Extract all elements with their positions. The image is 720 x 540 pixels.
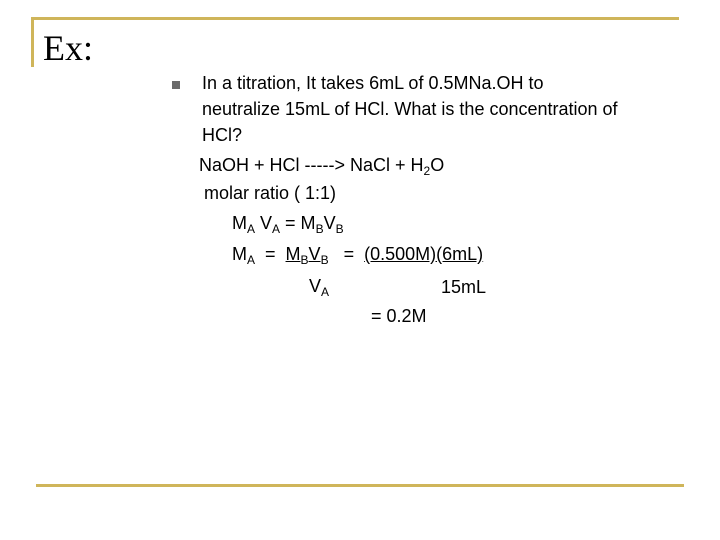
formula-ma-sub: A: [247, 222, 256, 236]
solve-vb-sub: B: [320, 253, 329, 267]
dilution-formula: [232, 212, 344, 234]
denominator-va-sub: A: [321, 285, 330, 299]
formula-ma: M: [232, 213, 247, 233]
frame-left-rule: [31, 17, 34, 67]
question-line-3: HCl?: [202, 125, 243, 145]
h2o-tail: O: [430, 155, 445, 175]
formula-vb: V: [323, 213, 336, 233]
solve-fraction-numerator-left: [285, 244, 329, 267]
frame-top-rule: [31, 17, 679, 20]
question-line-1: In a titration, It takes 6mL of 0.5MNa.OH to: [202, 73, 544, 93]
question-line-2: neutralize 15mL of HCl. What is the concentration of: [202, 99, 618, 119]
slide-title: Ex:: [43, 28, 93, 68]
solve-vb: V: [308, 244, 321, 264]
denominator-va: [309, 275, 329, 297]
formula-mb: = M: [280, 213, 316, 233]
solve-mb: M: [285, 244, 301, 264]
solve-equals-2: =: [328, 244, 365, 264]
equation-reactants: NaOH + HCl ----->: [199, 155, 351, 175]
frame-bottom-rule: [36, 484, 684, 487]
bullet-square-icon: [172, 81, 180, 89]
solve-fraction-numerator-right: (0.500M)(6mL): [364, 244, 484, 264]
solve-ma: M: [232, 244, 247, 264]
solve-ma-sub: A: [247, 253, 256, 267]
chemical-equation: [199, 154, 444, 176]
formula-va: V: [255, 213, 273, 233]
denominator-va-letter: V: [309, 276, 322, 296]
solve-line: [232, 243, 483, 265]
molar-ratio: molar ratio ( 1:1): [204, 183, 337, 203]
h2o-subscript: 2: [423, 164, 431, 178]
formula-va-sub: A: [272, 222, 281, 236]
denominator-value: 15mL: [441, 277, 487, 297]
result: = 0.2M: [371, 306, 427, 326]
equation-products: NaCl + H: [350, 155, 424, 175]
formula-vb-sub: B: [335, 222, 344, 236]
solve-equals-1: =: [255, 244, 286, 264]
solve-mb-sub: B: [300, 253, 309, 267]
formula-mb-sub: B: [315, 222, 324, 236]
